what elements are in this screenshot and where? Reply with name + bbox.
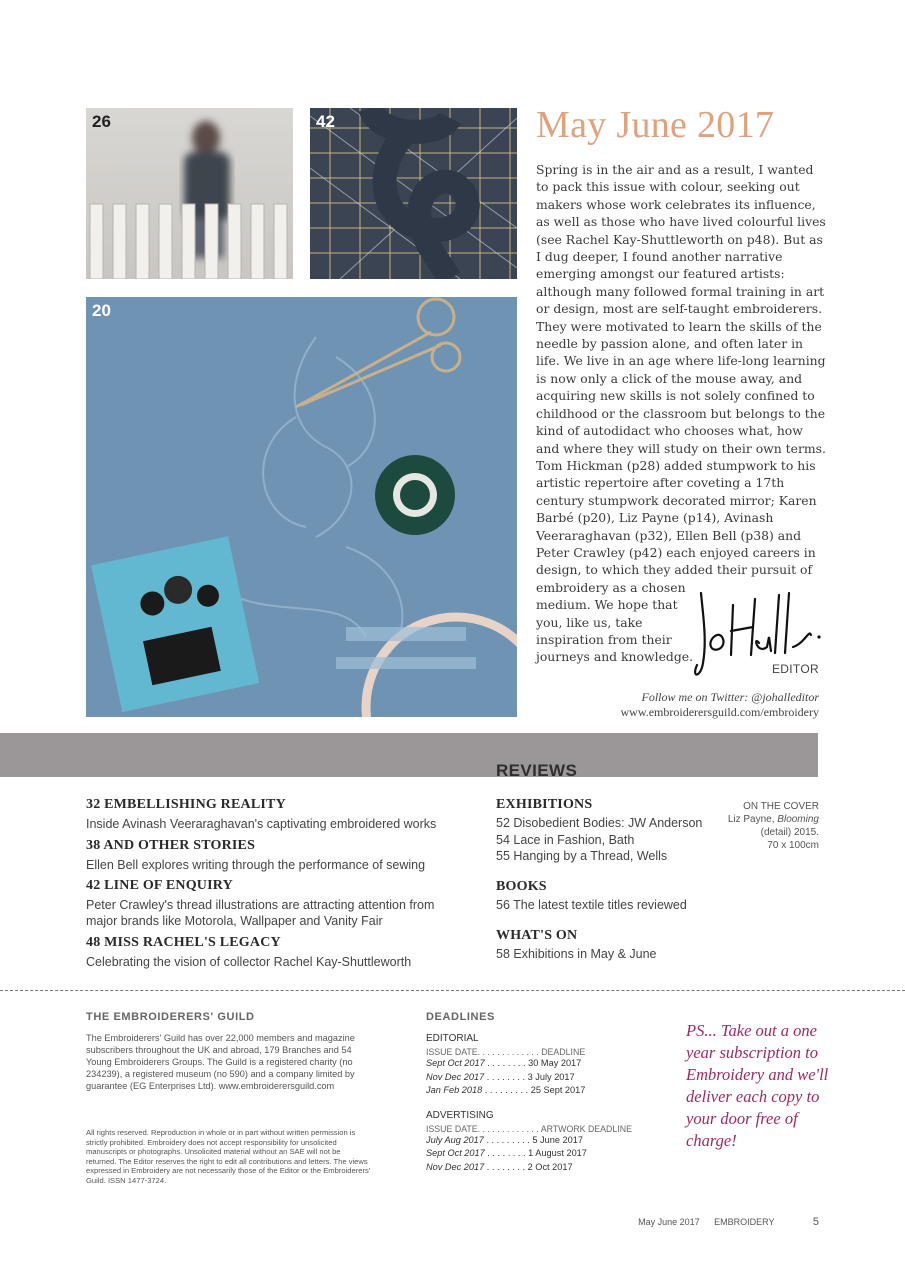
reviews-exhibitions <box>496 797 702 865</box>
issue-title: May June 2017 <box>536 104 775 146</box>
reviews-books <box>496 879 687 914</box>
review-item[interactable]: 54 Lace in Fashion, Bath <box>496 832 635 847</box>
image-42 <box>310 108 517 279</box>
review-item[interactable]: 58 Exhibitions in May & June <box>496 947 657 961</box>
rights-notice: All rights reserved. Reproduction in whole or in part without written permission is strictly prohibited. Embroidery does not accept responsibility for unsolicited manuscripts or photographs. Unsolicited material without an SAE will not be returned. The Editor reserves the right to edit all contributions and letters. The views expressed in Embroidery are not necessarily those of the Editor or the Embroiderers' Guild. ISSN 1477-3724. <box>86 1128 371 1185</box>
subscription-ps[interactable]: PS... Take out a one year subscription to Embroidery and we'll deliver each copy to your door free of charge! <box>686 1021 829 1150</box>
deadline-leader: . . . . . . . . <box>484 1148 529 1158</box>
review-item[interactable]: 55 Hanging by a Thread, Wells <box>496 849 668 863</box>
feature-page: 48 <box>86 935 101 950</box>
editorial-paragraph: medium. We hope that you, like us, take inspiration from their journeys and knowledge. <box>536 597 694 665</box>
editor-label: EDITOR <box>772 662 819 676</box>
deadline-issue: Sept Oct 2017 <box>426 1148 485 1158</box>
review-item[interactable]: 52 Disobedient Bodies: JW Anderson <box>496 816 703 830</box>
deadlines-section <box>426 1011 632 1174</box>
deadline-leader: . . . . . . . . <box>484 1058 529 1068</box>
feature-item[interactable] <box>86 878 446 929</box>
feature-description: Inside Avinash Veeraraghavan's captivating embroidered works <box>86 817 437 831</box>
section-divider-band <box>0 733 818 777</box>
feature-item[interactable] <box>86 838 425 873</box>
page-number: 5 <box>812 1216 819 1228</box>
deadline-date: 5 June 2017 <box>532 1134 583 1145</box>
editorial-paragraph: Tom Hickman (p28) added stumpwork to his artistic repertoire after coveting a 17th century stumpwork decorated mirror; Karen Barbé (p20), Liz Payne (p14), Avinash Veeraraghavan (p32), Ellen Bell (p38) and Peter Crawley (p42) each enjoyed careers in design, to which they added their pursuit of embroidery as a chosen <box>536 457 817 595</box>
books-heading: BOOKS <box>496 879 547 894</box>
feature-item[interactable] <box>86 797 436 832</box>
deadline-issue: Nov Dec 2017 <box>426 1161 485 1172</box>
editorial-paragraph: Spring is in the air and as a result, I wanted to pack this issue with colour, seeking out makers whose work celebrates its influence, as well as those who have lived colourful lives (see Rachel Kay-Shuttleworth on p48). But as I dug deeper, I found another narrative emerging amongst our featured artists: although many followed formal training in art or design, most are self-taught embroiderers. They were motivated to learn the skills of the needle by passion alone, and often later in life. We live in an age where life-long learning is now only a click of the mouse away, and acquiring new skills is not solely confined to childhood or the classroom but belongs to the kind of autodidact who chooses what, how and where they will study on their own terms. <box>536 162 826 456</box>
feature-page: 42 <box>86 878 101 893</box>
footer-magazine: EMBROIDERY <box>714 1217 775 1227</box>
feature-page: 32 <box>86 797 101 812</box>
exhibitions-heading: EXHIBITIONS <box>496 797 593 812</box>
footer-issue: May June 2017 <box>638 1217 700 1227</box>
deadline-issue: Nov Dec 2017 <box>426 1071 485 1082</box>
image-number: 26 <box>92 112 111 131</box>
website-link[interactable]: www.embroiderersguild.com/embroidery <box>620 705 819 719</box>
reviews-heading: REVIEWS <box>496 761 578 780</box>
guild-heading <box>86 1011 255 1023</box>
editorial-deadlines-label: EDITORIAL <box>426 1033 479 1044</box>
image-20 <box>86 297 517 717</box>
twitter-handle[interactable]: Follow me on Twitter: @johalleditor <box>641 690 819 704</box>
feature-title: AND OTHER STORIES <box>103 838 256 853</box>
deadline-date: 3 July 2017 <box>527 1071 575 1082</box>
deadline-row <box>426 1057 632 1071</box>
cover-label: ON THE COVER <box>743 801 819 812</box>
deadlines-heading: DEADLINES <box>426 1011 495 1023</box>
deadline-date: 25 Sept 2017 <box>530 1085 586 1095</box>
deadline-issue: Jan Feb 2018 <box>426 1085 483 1095</box>
feature-title: LINE OF ENQUIRY <box>104 878 233 893</box>
cover-detail: (detail) 2015. <box>760 827 819 838</box>
deadline-row <box>426 1134 632 1148</box>
deadline-row <box>426 1071 632 1085</box>
deadline-date: 30 May 2017 <box>528 1058 582 1068</box>
image-number: 42 <box>316 112 335 131</box>
deadline-row <box>426 1084 632 1098</box>
cover-caption <box>728 800 819 852</box>
review-item[interactable]: 56 The latest textile titles reviewed <box>496 898 687 912</box>
feature-description: Celebrating the vision of collector Rachel Kay-Shuttleworth <box>86 955 412 969</box>
cover-artist: Liz Payne, <box>727 814 775 825</box>
deadline-leader: . . . . . . . . <box>484 1071 528 1082</box>
feature-description: Ellen Bell explores writing through the performance of sewing <box>86 858 426 872</box>
feature-item[interactable] <box>86 935 411 970</box>
deadline-leader: . . . . . . . . . <box>482 1085 531 1095</box>
cover-size: 70 x 100cm <box>767 840 819 851</box>
deadline-row <box>426 1161 632 1175</box>
deadline-leader: . . . . . . . . <box>484 1161 528 1172</box>
deadline-column-header: ISSUE DATE. . . . . . . . . . . . . DEADLINE <box>426 1047 586 1057</box>
deadline-issue: July Aug 2017 <box>426 1134 484 1145</box>
cover-work: Blooming <box>777 814 819 825</box>
guild-heading-text: THE EMBROIDERERS' GUILD <box>86 1011 255 1023</box>
deadline-date: 2 Oct 2017 <box>527 1161 573 1172</box>
advertising-deadlines-label: ADVERTISING <box>426 1109 494 1121</box>
guild-description: The Embroiderers' Guild has over 22,000 members and magazine subscribers throughout the UK and abroad, 179 Branches and 54 Young Embroiderers Groups. The Guild is a registered charity (no 234239), a registered museum (no 590) and a company limited by guarantee (EG Enterprises Ltd). www.embroiderersguild.com <box>86 1033 355 1091</box>
fence-photo <box>86 108 293 279</box>
deadline-column-header: ISSUE DATE. . . . . . . . . . . . . ARTWORK DEADLINE <box>426 1123 632 1134</box>
thread-ampersand-photo <box>310 108 517 279</box>
deadline-leader: . . . . . . . . . <box>483 1134 533 1145</box>
dashed-divider <box>0 990 905 991</box>
reviews-whatson <box>496 928 657 963</box>
whatson-heading: WHAT'S ON <box>496 928 578 943</box>
feature-description: Peter Crawley's thread illustrations are attracting attention from major brands like Motorola, Wallpaper and Vanity Fair <box>86 898 435 928</box>
image-26 <box>86 108 293 279</box>
feature-title: EMBELLISHING REALITY <box>104 797 286 812</box>
embroidery-tools-photo <box>86 297 517 717</box>
deadline-row <box>426 1147 632 1161</box>
feature-page: 38 <box>86 838 101 853</box>
deadline-date: 1 August 2017 <box>528 1148 587 1158</box>
image-number: 20 <box>92 301 111 320</box>
feature-title: MISS RACHEL'S LEGACY <box>104 935 281 950</box>
page-footer <box>638 1216 819 1228</box>
deadline-issue: Sept Oct 2017 <box>426 1058 485 1068</box>
